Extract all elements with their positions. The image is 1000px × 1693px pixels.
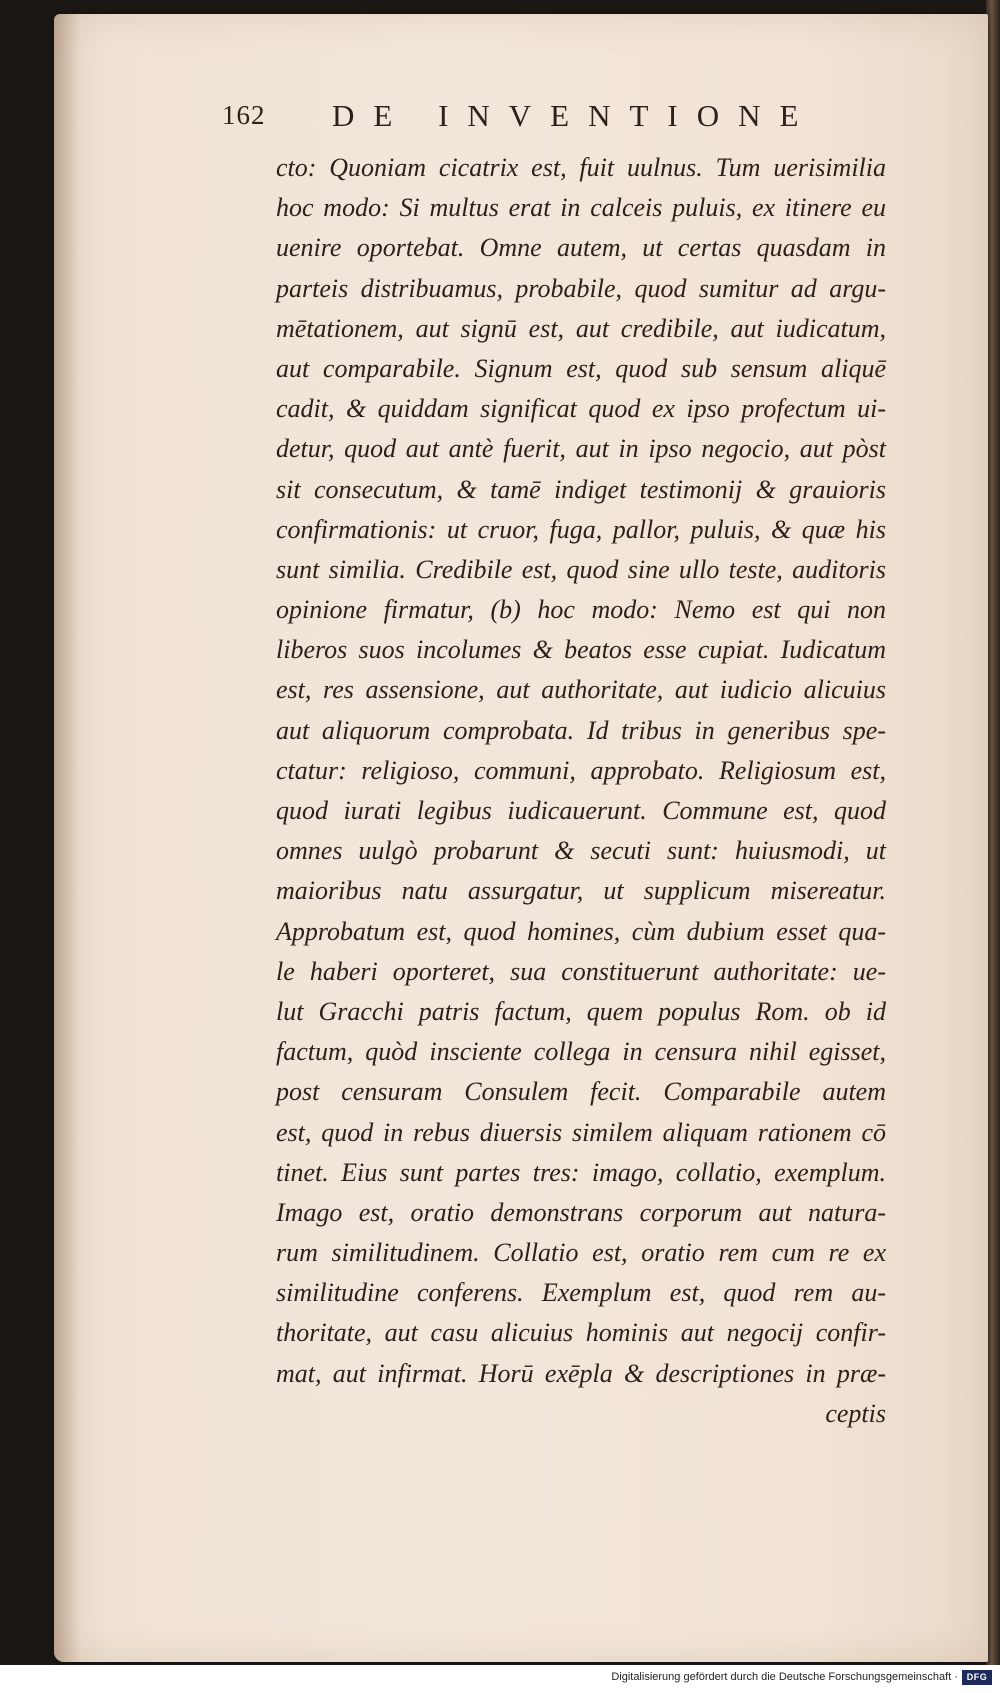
body-text [276, 148, 886, 1434]
text-line: rum similitudinem. Collatio est, oratio rem cum re ex [276, 1238, 886, 1268]
running-title: DE INVENTIONE [332, 98, 818, 133]
text-line: hoc modo: Si multus erat in calceis puluis, ex itinere eu [276, 193, 886, 223]
text-line: quod iurati legibus iudicauerunt. Commune est, quod [276, 796, 886, 825]
text-line: similitudine conferens. Exemplum est, quod rem au- [276, 1278, 886, 1308]
text-line: mat, aut infirmat. Horū exēpla & descriptiones in præ- [276, 1358, 886, 1388]
text-line: Approbatum est, quod homines, cùm dubium esset qua- [276, 916, 886, 946]
text-line: ceptis [825, 1398, 886, 1428]
text-line: factum, quòd insciente collega in censura nihil egisset, [276, 1037, 886, 1067]
text-line: aut comparabile. Signum est, quod sub sensum aliquē [276, 353, 886, 383]
text-line: confirmationis: ut cruor, fuga, pallor, puluis, & quæ his [276, 514, 886, 544]
text-line: sit consecutum, & tamē indiget testimonij & grauioris [276, 474, 886, 504]
text-line: tinet. Eius sunt partes tres: imago, collatio, exemplum. [276, 1157, 886, 1187]
book-edge [986, 0, 1000, 1665]
footer-credit: Digitalisierung gefördert durch die Deutsche Forschungsgemeinschaft · [611, 1671, 958, 1683]
dfg-logo: DFG [962, 1670, 992, 1685]
text-line: cadit, & quiddam significat quod ex ipso profectum ui- [276, 394, 886, 424]
page-header [222, 100, 842, 140]
text-line: aut aliquorum comprobata. Id tribus in generibus spe- [276, 715, 886, 745]
text-line: omnes uulgò probarunt & secuti sunt: huiusmodi, ut [276, 836, 886, 866]
text-line: uenire oportebat. Omne autem, ut certas quasdam in [276, 233, 886, 263]
text-line: Imago est, oratio demonstrans corporum aut natura- [276, 1197, 886, 1227]
text-line: est, quod in rebus diuersis similem aliquam rationem cō [276, 1117, 886, 1147]
text-line: liberos suos incolumes & beatos esse cupiat. Iudicatum [276, 635, 886, 665]
text-line: maioribus natu assurgatur, ut supplicum misereatur. [276, 876, 886, 906]
text-line: le haberi oporteret, sua constituerunt authoritate: ue- [276, 956, 886, 986]
text-line: thoritate, aut casu alicuius hominis aut negocij confir- [276, 1318, 886, 1348]
text-line: post censuram Consulem fecit. Comparabile autem [276, 1077, 886, 1107]
text-line: est, res assensione, aut authoritate, aut iudicio alicuius [276, 675, 886, 705]
text-line: mētationem, aut signū est, aut credibile, aut iudicatum, [276, 313, 886, 343]
text-line: cto: Quoniam cicatrix est, fuit uulnus. Tum uerisimilia [276, 153, 886, 182]
text-line: ctatur: religioso, communi, approbato. Religiosum est, [276, 755, 886, 785]
text-line: opinione firmatur, (b) hoc modo: Nemo est qui non [276, 595, 886, 625]
page-number: 162 [222, 100, 266, 130]
text-line: sunt similia. Credibile est, quod sine ullo teste, auditoris [276, 554, 886, 584]
footer [0, 1665, 1000, 1693]
page-gutter [54, 14, 80, 1662]
text-line: parteis distribuamus, probabile, quod sumitur ad argu- [276, 273, 886, 303]
text-line: detur, quod aut antè fuerit, aut in ipso negocio, aut pòst [276, 434, 886, 464]
text-line: lut Gracchi patris factum, quem populus Rom. ob id [276, 996, 886, 1026]
